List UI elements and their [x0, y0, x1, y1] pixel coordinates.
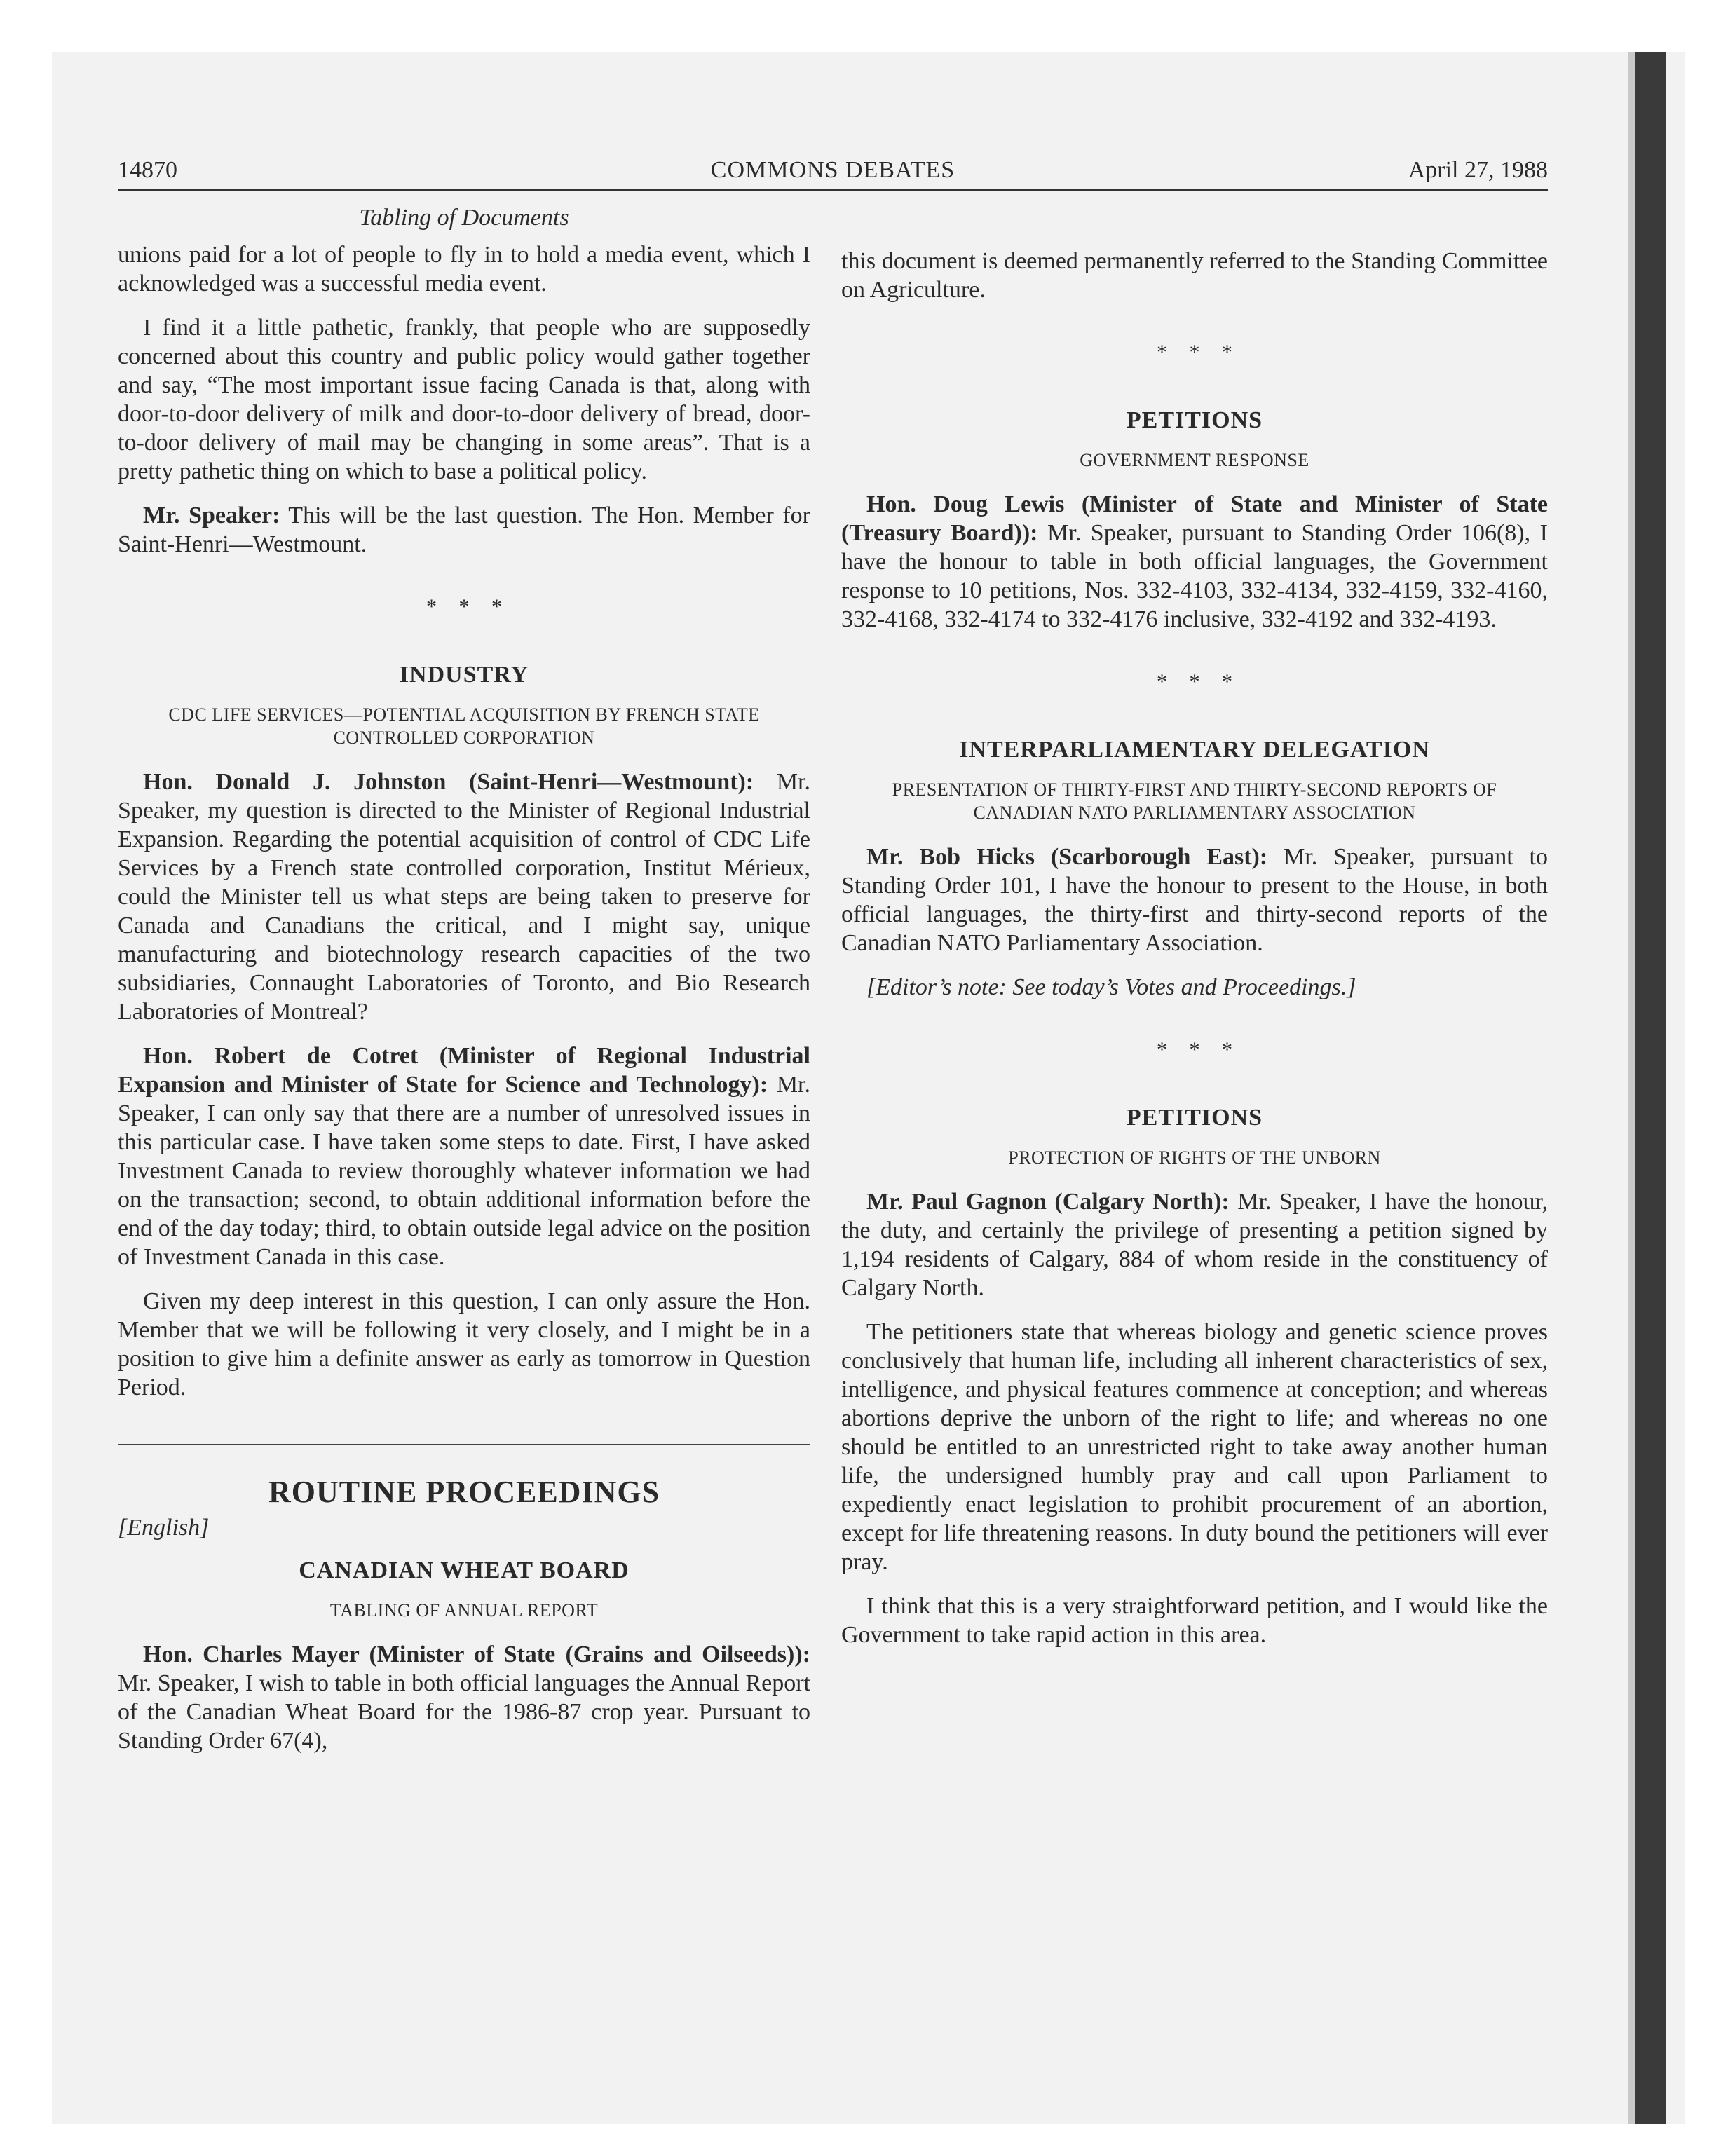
paragraph: The petitioners state that whereas biology and genetic science proves conclusively that human life, including all inherent characteristics of sex, intelligence, and physical features commence at conception; and whereas abortions deprive the unborn of the right to life; and whereas no one should be entitled to an unrestricted right to take away another human life, the undersigned humbly pray and call upon Parliament to expediently enact legislation to prohibit procurement of an abortion, except for life threatening reasons. In duty bound the petitioners will ever pray.: [841, 1319, 1548, 1575]
page-header: [118, 153, 1548, 191]
paragraph: Given my deep interest in this question, I can only assure the Hon. Member that we will be following it very closely, and I might be in a position to give him a definite answer as early as tomorrow in Question Period.: [118, 1288, 810, 1400]
section-subtitle: GOVERNMENT RESPONSE: [1080, 450, 1309, 470]
right-column: [841, 203, 1548, 1665]
speech-text: Mr. Speaker, pursuant to Standing Order 106(8), I have the honour to table in both official languages, the Government response to 10 petitions, Nos. 332-4103, 332-4134, 332-4159, 332-4160, 332-4168, 332-4174 to 332-4176 inclusive, 332-4192 and 332-4193.: [841, 520, 1548, 632]
paragraph: I think that this is a very straightforward petition, and I would like the Government to take rapid action in this area.: [841, 1593, 1548, 1648]
speech-text: Mr. Speaker, I can only say that there are a number of unresolved issues in this particular case. I have taken some steps to date. First, I have asked Investment Canada to review thoroughly whatever information we had on the transaction; second, to obtain additional information before the end of the day today; third, to obtain outside legal advice on the position of Investment Canada in this case.: [118, 1072, 810, 1270]
section-subtitle: PROTECTION OF RIGHTS OF THE UNBORN: [1008, 1147, 1381, 1168]
speaker-name: Hon. Charles Mayer (Minister of State (Grains and Oilseeds)):: [143, 1642, 810, 1667]
paragraph: unions paid for a lot of people to fly in to hold a media event, which I acknowledged was a successful media event.: [118, 242, 810, 296]
section-separator: * * *: [1157, 670, 1232, 693]
section-subtitle: TABLING OF ANNUAL REPORT: [329, 1600, 599, 1621]
paragraph: [118, 767, 810, 1026]
paragraph: I find it a little pathetic, frankly, that people who are supposedly concerned about this country and public policy would gather together and say, “The most important issue facing Canada is that, along with door-to-door delivery of milk and door-to-door delivery of bread, door-to-door delivery of mail may be changing in some areas”. That is a pretty pathetic thing on which to base a political policy.: [118, 315, 810, 484]
paragraph: [841, 1187, 1548, 1302]
paragraph: [118, 1640, 810, 1755]
page-date: April 27, 1988: [1408, 157, 1548, 183]
section-rule: [118, 1444, 810, 1445]
speech-text: This will be the last question. The Hon. Member for Saint-Henri—Westmount.: [118, 503, 810, 557]
speech-text: Mr. Speaker, pursuant to Standing Order 101, I have the honour to present to the House, in both official languages, the thirty-first and thirty-second reports of the Canadian NATO Parliamentary Association.: [841, 844, 1548, 956]
language-note: [English]: [118, 1515, 210, 1541]
left-column: [118, 203, 810, 1770]
scan-edge: [1635, 52, 1666, 2124]
paragraph: [118, 501, 810, 559]
page-number: 14870: [118, 157, 177, 183]
section-title: PETITIONS: [1126, 407, 1263, 433]
section-separator: * * *: [1157, 341, 1232, 364]
speaker-name: Hon. Doug Lewis (Minister of State and Minister of State (Treasury Board)):: [841, 491, 1548, 546]
section-title: INDUSTRY: [399, 662, 529, 688]
section-title: INTERPARLIAMENTARY DELEGATION: [959, 737, 1430, 763]
section-subtitle: CDC LIFE SERVICES—POTENTIAL ACQUISITION BY FRENCH STATE CONTROLLED CORPORATION: [168, 704, 760, 748]
major-heading: ROUTINE PROCEEDINGS: [268, 1475, 660, 1509]
running-heading: Tabling of Documents: [359, 205, 569, 231]
speech-text: Mr. Speaker, I have the honour, the duty, and certainly the privilege of presenting a petition signed by 1,194 residents of Calgary, 884 of whom reside in the constituency of Calgary North.: [841, 1189, 1548, 1301]
speaker-name: Hon. Robert de Cotret (Minister of Regional Industrial Expansion and Minister of State for Science and Technology):: [118, 1043, 810, 1098]
speech-text: Mr. Speaker, my question is directed to the Minister of Regional Industrial Expansion. Regarding the potential acquisition of control of CDC Life Services by a French state controlled corporation, Institut Mérieux, could the Minister tell us what steps are being taken to preserve for Canada and Canadians the critical, and I might say, unique manufacturing and biotechnology research capacities of the two subsidiaries, Connaught Laboratories of Toronto, and Bio Research Laboratories of Montreal?: [118, 769, 811, 1025]
paragraph: [841, 842, 1548, 957]
paragraph: [841, 490, 1548, 634]
speaker-name: Mr. Speaker:: [143, 503, 280, 528]
paragraph: this document is deemed permanently referred to the Standing Committee on Agriculture.: [841, 248, 1548, 303]
editor-note: [Editor’s note: See today’s Votes and Proceedings.]: [866, 974, 1356, 1000]
speaker-name: Mr. Paul Gagnon (Calgary North):: [866, 1189, 1230, 1215]
section-title: CANADIAN WHEAT BOARD: [299, 1557, 630, 1583]
publication-title: COMMONS DEBATES: [710, 157, 955, 183]
section-separator: * * *: [1157, 1038, 1232, 1061]
section-subtitle: PRESENTATION OF THIRTY-FIRST AND THIRTY-SECOND REPORTS OF CANADIAN NATO PARLIAMENTARY ASSOCIATION: [892, 779, 1497, 823]
paragraph: [118, 1042, 810, 1271]
speaker-name: Hon. Donald J. Johnston (Saint-Henri—Westmount):: [143, 769, 754, 795]
section-title: PETITIONS: [1126, 1105, 1263, 1131]
section-separator: * * *: [426, 595, 502, 618]
speech-text: Mr. Speaker, I wish to table in both official languages the Annual Report of the Canadian Wheat Board for the 1986-87 crop year. Pursuant to Standing Order 67(4),: [118, 1670, 810, 1754]
speaker-name: Mr. Bob Hicks (Scarborough East):: [866, 844, 1268, 870]
